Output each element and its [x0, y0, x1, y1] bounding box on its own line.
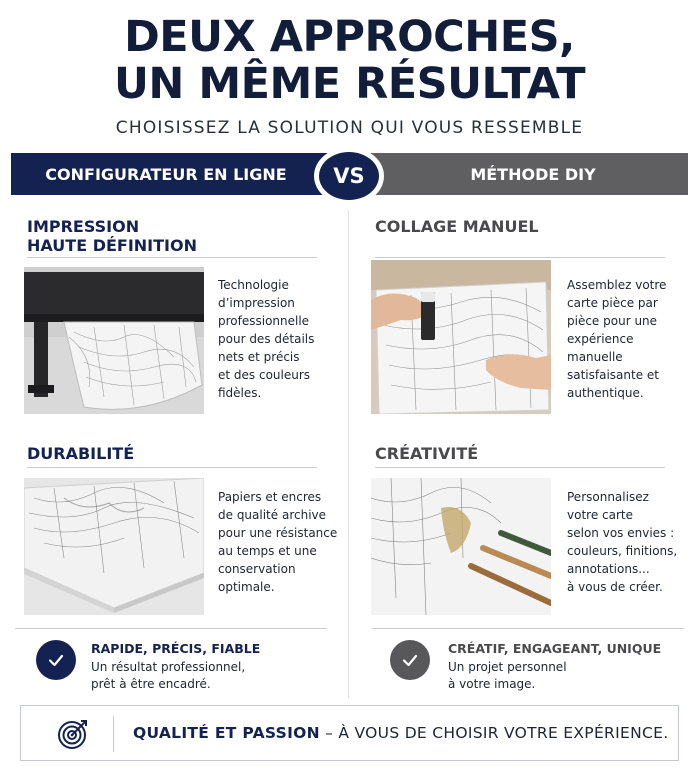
left-section1-rule [27, 257, 317, 258]
left-section2-description [218, 488, 337, 596]
desc-line: manuelle [567, 350, 623, 364]
left-section2-title: DURABILITÉ [27, 444, 135, 463]
right-section1-title: COLLAGE MANUEL [375, 217, 539, 236]
desc-line: conservation [218, 562, 296, 576]
title-line-2: UN MÊME RÉSULTAT [113, 59, 586, 109]
left-summary-rule [15, 628, 327, 629]
right-section2-description [567, 488, 677, 596]
desc-line: annotations... [567, 562, 650, 576]
right-option-header: MÉTHODE DIY [358, 153, 688, 195]
desc-line: de qualité archive [218, 508, 327, 522]
desc-line: pour des détails [218, 332, 315, 346]
footer-tagline-bold: QUALITÉ ET PASSION [133, 724, 320, 742]
left-option-header: CONFIGURATEUR EN LIGNE [11, 153, 341, 195]
right-section1-rule [375, 257, 665, 258]
page-title [0, 14, 699, 108]
desc-line: au temps et une [218, 544, 317, 558]
desc-line: pièce pour une [567, 314, 658, 328]
footer-banner [20, 705, 679, 761]
desc-line: satisfaisante et [567, 368, 660, 382]
desc-line: optimale. [218, 580, 275, 594]
title-line-1: DEUX APPROCHES, [124, 12, 575, 62]
desc-line: carte pièce par [567, 296, 658, 310]
left-summary-text [91, 659, 245, 693]
paper-sheets-photo [24, 478, 204, 615]
left-section2-rule [27, 467, 317, 468]
summary-line: à votre image. [448, 677, 536, 691]
page-subtitle: CHOISISSEZ LA SOLUTION QUI VOUS RESSEMBLE [115, 118, 584, 138]
right-summary-title: CRÉATIF, ENGAGEANT, UNIQUE [448, 641, 662, 656]
printer-photo [24, 267, 204, 414]
desc-line: à vous de créer. [567, 580, 663, 594]
left-summary-title: RAPIDE, PRÉCIS, FIABLE [91, 641, 261, 656]
left-section1-title-line2: HAUTE DÉFINITION [27, 236, 197, 255]
manual-gluing-photo [371, 260, 551, 414]
right-summary-rule [372, 628, 684, 629]
footer-tagline-rest: – À VOUS DE CHOISIR VOTRE EXPÉRIENCE. [319, 724, 669, 742]
summary-line: Un projet personnel [448, 660, 567, 674]
desc-line: Personnalisez [567, 490, 649, 504]
summary-line: prêt à être encadré. [91, 677, 211, 691]
desc-line: et des couleurs [218, 368, 311, 382]
vs-badge: VS [314, 147, 384, 205]
right-section1-description [567, 276, 666, 402]
desc-line: nets et précis [218, 350, 300, 364]
left-section1-description [218, 276, 314, 402]
right-section2-title: CRÉATIVITÉ [375, 444, 479, 463]
right-section2-rule [375, 467, 665, 468]
desc-line: fidèles. [218, 386, 262, 400]
left-section1-title-line1: IMPRESSION [27, 217, 140, 236]
desc-line: couleurs, finitions, [567, 544, 678, 558]
desc-line: pour une résistance [218, 526, 338, 540]
check-icon [390, 640, 430, 680]
desc-line: professionnelle [218, 314, 310, 328]
right-summary-text [448, 659, 567, 693]
target-icon [57, 718, 89, 750]
summary-line: Un résultat professionnel, [91, 660, 246, 674]
desc-line: Papiers et encres [218, 490, 322, 504]
footer-separator [113, 716, 114, 752]
colored-pencils-photo [371, 478, 551, 615]
desc-line: Technologie [218, 278, 289, 292]
left-section1-title [27, 217, 197, 255]
check-icon [36, 640, 76, 680]
desc-line: Assemblez votre [567, 278, 667, 292]
footer-tagline [133, 706, 668, 760]
desc-line: expérience [567, 332, 634, 346]
desc-line: authentique. [567, 386, 644, 400]
desc-line: selon vos envies : [567, 526, 675, 540]
column-divider [348, 210, 349, 698]
desc-line: votre carte [567, 508, 633, 522]
desc-line: d’impression [218, 296, 295, 310]
